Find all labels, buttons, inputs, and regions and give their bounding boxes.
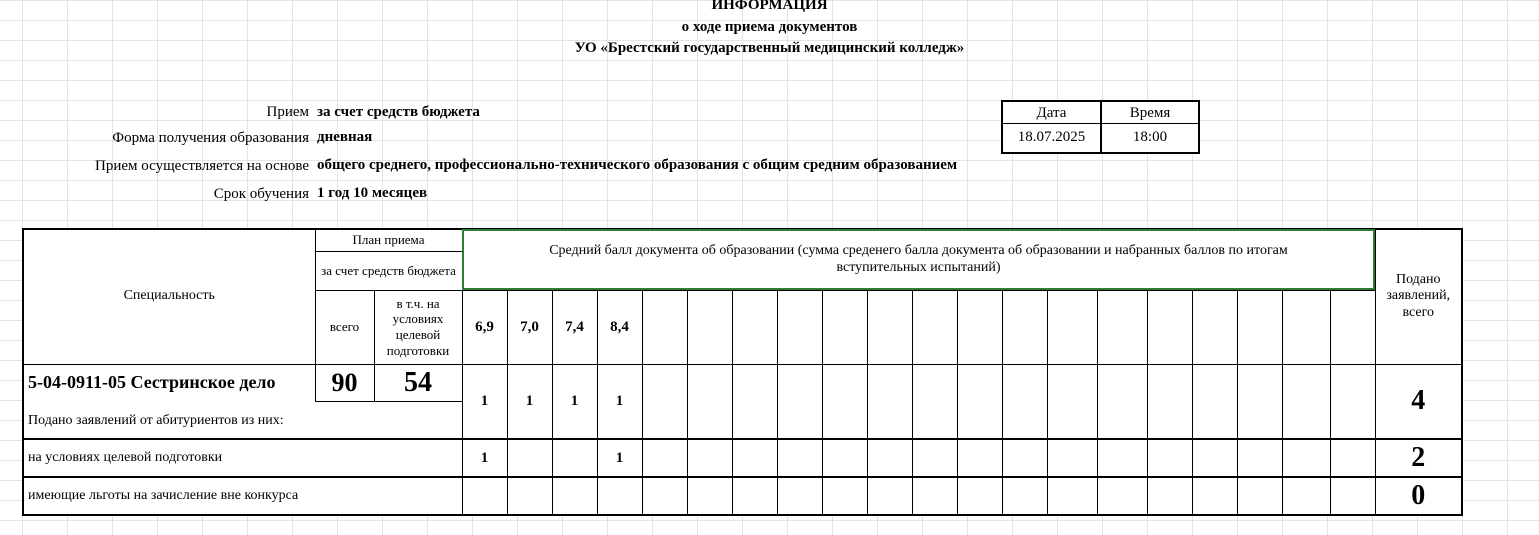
score-col-16 xyxy=(1147,290,1192,364)
target-total: 2 xyxy=(1375,439,1462,477)
applicants-total: 4 xyxy=(1375,364,1462,439)
score-col-4: 8,4 xyxy=(597,290,642,364)
specialty-name: 5-04-0911-05 Сестринское дело xyxy=(23,364,315,401)
avg-score-header: Средний балл документа об образовании (сумма среденего балла документа об образовании и набранных баллов по итогам вступительных испытаний) xyxy=(462,229,1375,290)
score-col-7 xyxy=(732,290,777,364)
score-col-5 xyxy=(642,290,687,364)
applicants-score-5 xyxy=(642,364,687,439)
applicants-score-16 xyxy=(1147,364,1192,439)
privileges-label: имеющие льготы на зачисление вне конкурса xyxy=(23,477,462,515)
plan-budget-header: за счет средств бюджета xyxy=(315,251,462,290)
plan-target-value: 54 xyxy=(374,364,462,401)
score-col-13 xyxy=(1002,290,1047,364)
score-col-20 xyxy=(1330,290,1375,364)
score-col-8 xyxy=(777,290,822,364)
basis-value: общего среднего, профессионально-технического образования с общим средним образованием xyxy=(317,157,958,173)
score-col-12 xyxy=(957,290,1002,364)
target-training-label: на условиях целевой подготовки xyxy=(23,439,462,477)
score-col-1: 6,9 xyxy=(462,290,507,364)
score-col-2: 7,0 xyxy=(507,290,552,364)
applicants-score-9 xyxy=(822,364,867,439)
specialty-header: Специальность xyxy=(23,229,315,364)
score-col-9 xyxy=(822,290,867,364)
institution-name: УО «Брестский государственный медицинский колледж» xyxy=(574,40,965,56)
report-title: ИНФОРМАЦИЯ xyxy=(711,0,828,13)
score-col-14 xyxy=(1047,290,1097,364)
basis-label: Прием осуществляется на основе xyxy=(94,158,309,174)
applicants-score-20 xyxy=(1330,364,1375,439)
applicants-score-15 xyxy=(1097,364,1147,439)
score-col-11 xyxy=(912,290,957,364)
time-label: Время xyxy=(1129,105,1171,121)
plan-header: План приема xyxy=(315,229,462,251)
report-subtitle: о ходе приема документов xyxy=(681,19,858,35)
applicants-score-18 xyxy=(1237,364,1282,439)
submitted-total-header: Подано заявлений, всего xyxy=(1375,229,1462,364)
admission-label: Прием xyxy=(266,104,309,120)
applicants-score-4: 1 xyxy=(597,364,642,439)
score-col-10 xyxy=(867,290,912,364)
admission-value: за счет средств бюджета xyxy=(317,104,480,120)
applicants-score-14 xyxy=(1047,364,1097,439)
date-label: Дата xyxy=(1036,105,1067,121)
applicants-label: Подано заявлений от абитуриентов из них: xyxy=(23,401,462,439)
applicants-score-6 xyxy=(687,364,732,439)
applicants-score-12 xyxy=(957,364,1002,439)
score-col-15 xyxy=(1097,290,1147,364)
privileges-total: 0 xyxy=(1375,477,1462,515)
applicants-score-11 xyxy=(912,364,957,439)
applicants-score-8 xyxy=(777,364,822,439)
study-term-value: 1 год 10 месяцев xyxy=(317,185,428,201)
score-col-17 xyxy=(1192,290,1237,364)
education-form-value: дневная xyxy=(317,129,373,145)
score-col-18 xyxy=(1237,290,1282,364)
applicants-score-7 xyxy=(732,364,777,439)
admission-table xyxy=(22,228,1463,516)
target-score-2 xyxy=(507,439,552,477)
score-col-6 xyxy=(687,290,732,364)
applicants-score-19 xyxy=(1282,364,1330,439)
target-score-4: 1 xyxy=(597,439,642,477)
applicants-score-13 xyxy=(1002,364,1047,439)
plan-target-header: в т.ч. на условиях целевой подготовки xyxy=(374,290,462,364)
study-term-label: Срок обучения xyxy=(213,186,309,202)
applicants-score-2: 1 xyxy=(507,364,552,439)
plan-total-header: всего xyxy=(315,290,374,364)
score-col-19 xyxy=(1282,290,1330,364)
applicants-score-17 xyxy=(1192,364,1237,439)
target-score-3 xyxy=(552,439,597,477)
datetime-box xyxy=(1001,100,1200,154)
score-col-3: 7,4 xyxy=(552,290,597,364)
date-value: 18.07.2025 xyxy=(1017,129,1086,145)
applicants-score-1: 1 xyxy=(462,364,507,439)
plan-total-value: 90 xyxy=(315,364,374,401)
applicants-score-10 xyxy=(867,364,912,439)
time-value: 18:00 xyxy=(1132,129,1168,145)
target-score-1: 1 xyxy=(462,439,507,477)
applicants-score-3: 1 xyxy=(552,364,597,439)
education-form-label: Форма получения образования xyxy=(112,130,309,146)
